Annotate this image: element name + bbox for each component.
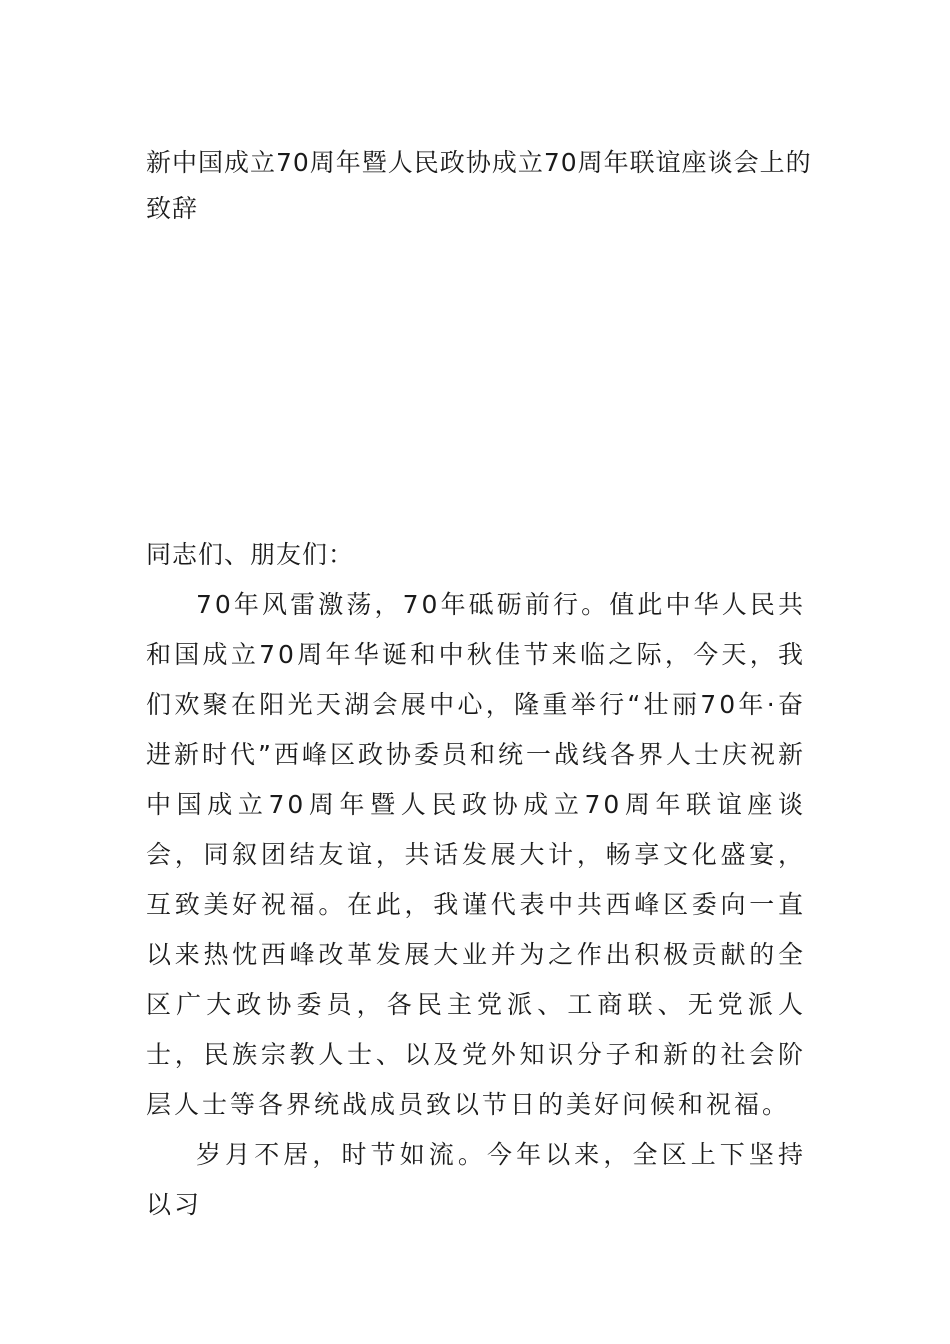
paragraph-2: 岁月不居，时节如流。今年以来，全区上下坚持以习 [146,1140,806,1219]
document-body [146,530,806,1230]
document-title: 新中国成立70周年暨人民政协成立70周年联谊座谈会上的致辞 [146,148,812,223]
salutation: 同志们、朋友们： [146,540,355,569]
paragraph-1: 70年风雷激荡，70年砥砺前行。值此中华人民共和国成立70周年华诞和中秋佳节来临之际，今天，我们欢聚在阳光天湖会展中心，隆重举行“壮丽70年·奋进新时代”西峰区政协委员和统一战线各界人士庆祝新中国成立70周年暨人民政协成立70周年联谊座谈会，同叙团结友谊，共话发展大计，畅享文化盛宴，互致美好祝福。在此，我谨代表中共西峰区委向一直以来热忱西峰改革发展大业并为之作出积极贡献的全区广大政协委员，各民主党派、工商联、无党派人士，民族宗教人士、以及党外知识分子和新的社会阶层人士等各界统战成员致以节日的美好问候和祝福。 [146,590,806,1119]
